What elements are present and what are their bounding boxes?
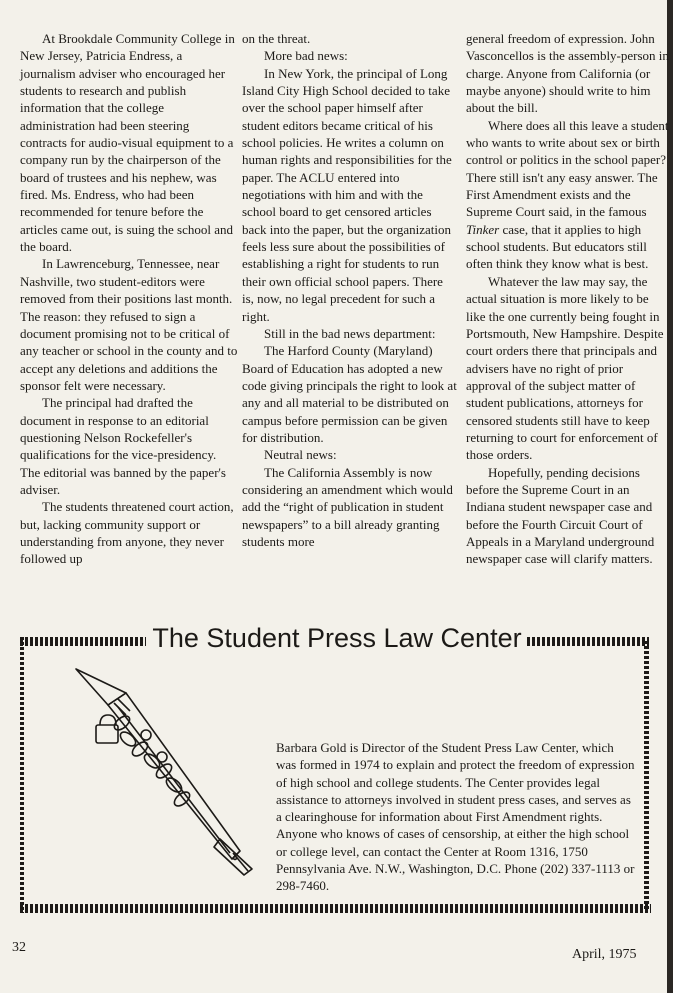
paragraph [466, 117, 671, 273]
column-2 [242, 30, 457, 550]
paragraph: The Harford County (Maryland) Board of Education has adopted a new code giving principals the right to look at any and all material to be distributed on campus before permission can be given for distribution. [242, 343, 457, 445]
issue-date: April, 1975 [572, 947, 637, 962]
dashed-border [20, 637, 146, 646]
paragraph: In Lawrenceburg, Tennessee, near Nashville, two student-editors were removed from their positions last month. The reason: they refused to sign a document promising not to be critical of any teacher or school in the county and to accept any deletions and additions the sponsor felt were necessary. [20, 256, 238, 393]
text-run: case, that it applies to high school students. But educators still often think they know what is best. [466, 221, 649, 272]
paragraph: The California Assembly is now considering an amendment which would add the “right of publication in student newspapers” to a bill already granting students more [242, 464, 453, 549]
dashed-border [20, 904, 651, 913]
chained-pen-icon [70, 663, 270, 889]
dashed-border [644, 641, 649, 911]
paragraph: on the threat. [242, 31, 311, 46]
paragraph: The students threatened court action, but, lacking community support or understanding from anyone, they never followed up [20, 499, 234, 567]
page-number: 32 [12, 940, 26, 955]
paragraph: In New York, the principal of Long Island City High School decided to take over the school paper himself after student editors became critical of his school policies. He writes a column on human rights and responsibilities for the paper. The ACLU entered into negotiations with him and with the school board to get censored articles back into the paper, but the organization feels less sure about the possibilities of establishing a right for students to run their own official school papers. There is, now, no legal precedent for such a right. [242, 65, 452, 324]
dashed-border [20, 637, 24, 913]
student-press-law-center-box [20, 623, 661, 913]
paragraph: Neutral news: [264, 447, 337, 463]
paragraph: general freedom of expression. John Vasconcellos is the assembly-person in charge. Anyone from California (or maybe anyone) should write to him about the bill. [466, 31, 669, 116]
paragraph: Still in the bad news department: [264, 325, 436, 341]
dashed-border [527, 637, 649, 646]
column-3 [466, 30, 671, 568]
column-1 [20, 30, 238, 568]
case-name: Tinker [466, 221, 500, 237]
text-run: Where does all this leave a student who wants to write about sex or birth control or politics in the school paper? There still isn't any easy answer. The First Amendment exists and the Supreme Court said, in the famous [466, 117, 669, 220]
paragraph: More bad news: [264, 48, 348, 64]
box-text: Barbara Gold is Director of the Student Press Law Center, which was formed in 1974 to explain and protect the freedom of expression of high school and college students. The Center provides legal assistance to attorneys involved in student press cases, and serves as a clearinghouse for information about First Amendment rights. Anyone who knows of cases of censorship, at either the high school or college level, can contact the Center at Room 1316, 1750 Pennsylvania Ave. N.W., Washington, D.C. Phone (202) 337-1113 or 298-7460. [276, 740, 635, 894]
box-title: The Student Press Law Center [152, 623, 522, 653]
paragraph: The principal had drafted the document in response to an editorial questioning Nelson Rockefeller's qualifications for the vice-presidency. The editorial was banned by the paper's adviser. [20, 395, 226, 497]
paragraph: At Brookdale Community College in New Jersey, Patricia Endress, a journalism adviser who encouraged her students to research and publish information that the college administration had been steering contracts for audio-visual equipment to a company run by the chairperson of the board of trustees and his nephew, was fired. Ms. Endress, who had been recommended for tenure before the articles came out, is suing the school and the board. [20, 31, 235, 255]
paragraph: Whatever the law may say, the actual situation is more likely to be like the one currently being fought in Portsmouth, New Hampshire. Despite court orders there that principals and advisers have no right of prior approval of the subject matter of student publications, attorneys for censored students still have to keep returning to court for enforcement of those orders. [466, 273, 664, 463]
paragraph: Hopefully, pending decisions before the Supreme Court in an Indiana student newspaper case and before the Fourth Circuit Court of Appeals in a Maryland underground newspaper case will clarify matters. [466, 464, 655, 567]
